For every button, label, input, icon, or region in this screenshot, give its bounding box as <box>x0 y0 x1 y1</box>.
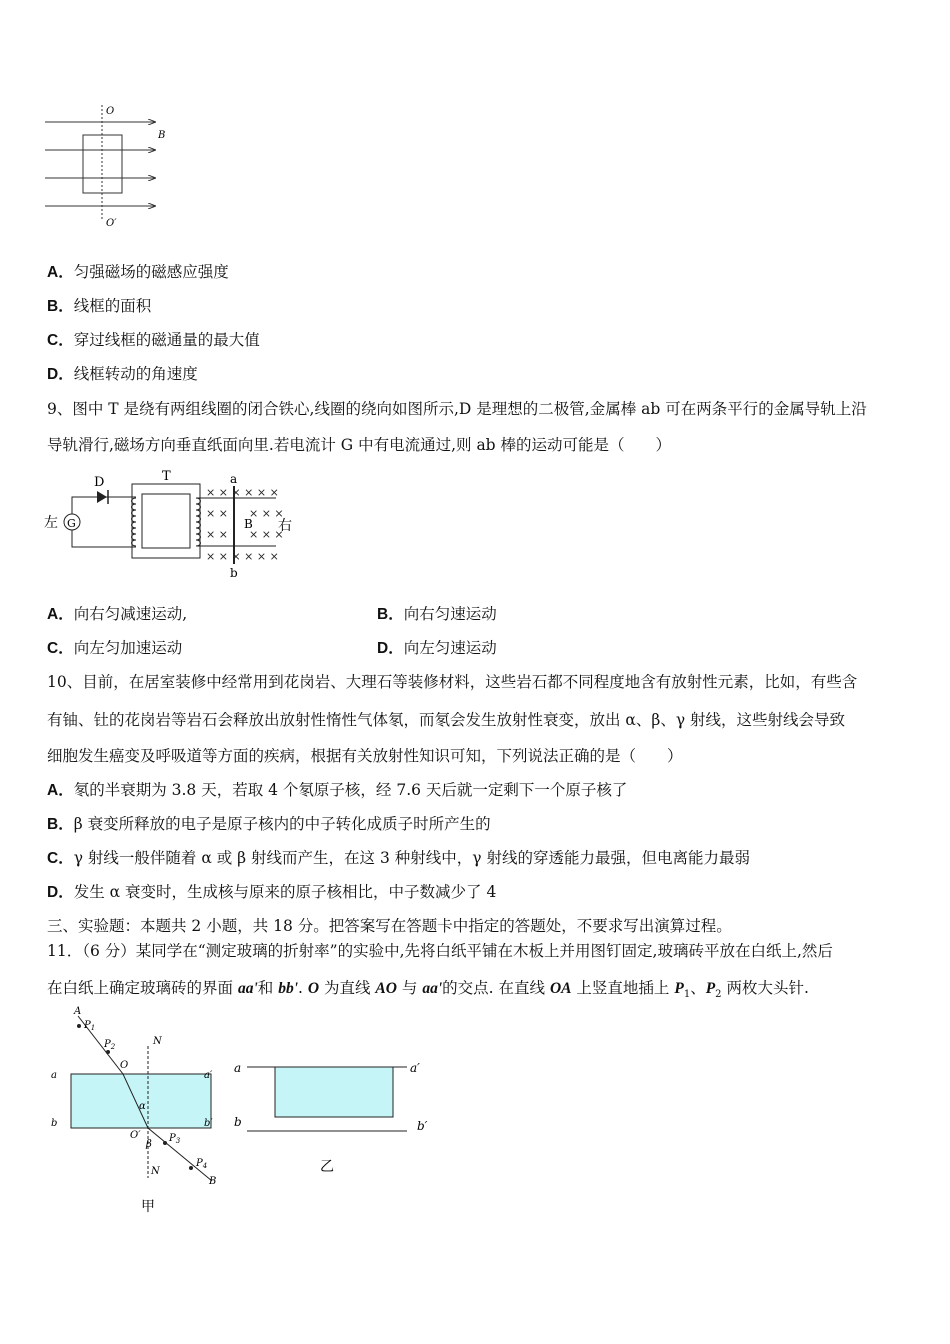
q9-option-c: C．向左匀加速运动 <box>47 639 183 657</box>
label-o-prime: O′ <box>106 218 117 229</box>
svg-text:× × ×: × × × <box>249 507 284 520</box>
label-N-prime: N <box>151 1166 160 1177</box>
label-right: 右 <box>278 518 292 534</box>
pin-p3 <box>163 1141 167 1145</box>
label-b-prime: b′ <box>417 1119 428 1133</box>
refraction-figure-jia <box>46 1006 236 1216</box>
q10-stem-line1: 10、目前，在居室装修中经常用到花岗岩、大理石等装修材料，这些岩石都不同程度地含有放射性元素，比如，有些含 <box>47 673 858 691</box>
label-a-prime: a′ <box>204 1070 213 1081</box>
label-B: B <box>209 1176 217 1187</box>
refraction-figure-yi <box>230 1056 440 1176</box>
label-field-b: B <box>244 517 253 531</box>
pin-p2 <box>106 1050 110 1054</box>
caption-jia: 甲 <box>141 1199 155 1215</box>
label-alpha: α <box>139 1101 146 1112</box>
label-b: b <box>234 1115 242 1129</box>
label-beta: β <box>146 1139 152 1150</box>
label-a: a <box>230 472 238 486</box>
svg-text:× × × × × ×: × × × × × × <box>206 486 279 499</box>
iron-core-inner <box>142 494 190 548</box>
label-P2: $P_2$ <box>104 1039 116 1051</box>
q9-option-a: A．向右匀减速运动, <box>47 605 188 623</box>
q10-option-b: B．β 衰变所释放的电子是原子核内的中子转化成质子时所产生的 <box>47 815 491 833</box>
q10-option-c: C．γ 射线一般伴随着 α 或 β 射线而产生，在这 3 种射线中，γ 射线的穿透能力最强，但电离能力最弱 <box>47 849 750 867</box>
q9-option-b: B．向右匀速运动 <box>377 605 497 623</box>
label-P1: $P_1$ <box>84 1020 96 1032</box>
q8-option-b: B．线框的面积 <box>47 297 152 315</box>
label-t: T <box>162 469 171 484</box>
label-o: O <box>106 106 115 117</box>
q11-stem-line1: 11．（6 分）某同学在“测定玻璃的折射率”的实验中,先将白纸平铺在木板上并用图钉固定,玻璃砖平放在白纸上,然后 <box>47 942 833 960</box>
label-P4: $P_4$ <box>196 1158 208 1170</box>
q8-option-d: D．线框转动的角速度 <box>47 365 198 383</box>
q8-option-c: C．穿过线框的磁通量的最大值 <box>47 331 260 349</box>
q9-stem-line1: 9、图中 T 是绕有两组线圈的闭合铁心,线圈的绕向如图所示,D 是理想的二极管,金属棒 ab 可在两条平行的金属导轨上沿 <box>47 400 867 418</box>
caption-yi: 乙 <box>320 1159 334 1175</box>
q11-stem-line2: 在白纸上确定玻璃砖的界面 aa'和 bb'. O 为直线 AO 与 aa'的交点. 在直线 OA 上竖直地插上 $P_1$、$P_2$ 两枚大头针. <box>47 979 809 1001</box>
label-b: B <box>158 130 166 141</box>
svg-text:× × × × × ×: × × × × × × <box>206 550 279 563</box>
wire <box>72 530 136 547</box>
label-a: a <box>234 1061 242 1075</box>
diode <box>97 491 107 503</box>
coil-rect <box>83 135 122 193</box>
label-a-prime: a′ <box>410 1061 420 1075</box>
q10-option-a: A．氡的半衰期为 3.8 天，若取 4 个氡原子核，经 7.6 天后就一定剩下一个原子核了 <box>47 781 628 799</box>
q9-stem-line2: 导轨滑行,磁场方向垂直纸面向里.若电流计 G 中有电流通过,则 ab 棒的运动可能是（ ） <box>47 436 672 454</box>
svg-text:× ×: × × <box>206 528 228 541</box>
label-b-prime: b′ <box>204 1118 213 1129</box>
transformer-circuit-figure <box>44 470 304 582</box>
wire <box>72 497 136 514</box>
svg-text:× ×: × × <box>206 507 228 520</box>
q10-stem-line2: 有铀、钍的花岗岩等岩石会释放出放射性惰性气体氡，而氡会发生放射性衰变，放出 α、β、γ 射线，这些射线会导致 <box>47 711 846 729</box>
coil-field-figure <box>40 100 180 230</box>
svg-text:× × ×: × × × <box>249 528 284 541</box>
q10-stem-line3: 细胞发生癌变及呼吸道等方面的疾病，根据有关放射性知识可知，下列说法正确的是（ ） <box>47 747 683 765</box>
q8-option-a: A．匀强磁场的磁感应强度 <box>47 263 229 281</box>
label-d: D <box>94 475 105 490</box>
label-a: a <box>51 1070 57 1081</box>
label-O-prime: O′ <box>130 1130 141 1141</box>
label-g: G <box>67 517 76 530</box>
q9-option-d: D．向左匀速运动 <box>377 639 497 657</box>
label-A: A <box>74 1006 82 1017</box>
label-O: O <box>120 1060 129 1071</box>
section-3-heading: 三、实验题：本题共 2 小题，共 18 分。把答案写在答题卡中指定的答题处，不要求写出演算过程。 <box>47 917 732 935</box>
label-P3: $P_3$ <box>169 1133 181 1145</box>
label-rod-b: b <box>230 566 238 580</box>
q10-option-d: D．发生 α 衰变时，生成核与原来的原子核相比，中子数减少了 4 <box>47 883 497 901</box>
label-N: N <box>153 1036 162 1047</box>
label-left: 左 <box>44 515 58 531</box>
glass-block <box>275 1067 393 1117</box>
pin-p1 <box>77 1024 81 1028</box>
label-b: b <box>51 1118 58 1129</box>
pin-p4 <box>189 1166 193 1170</box>
